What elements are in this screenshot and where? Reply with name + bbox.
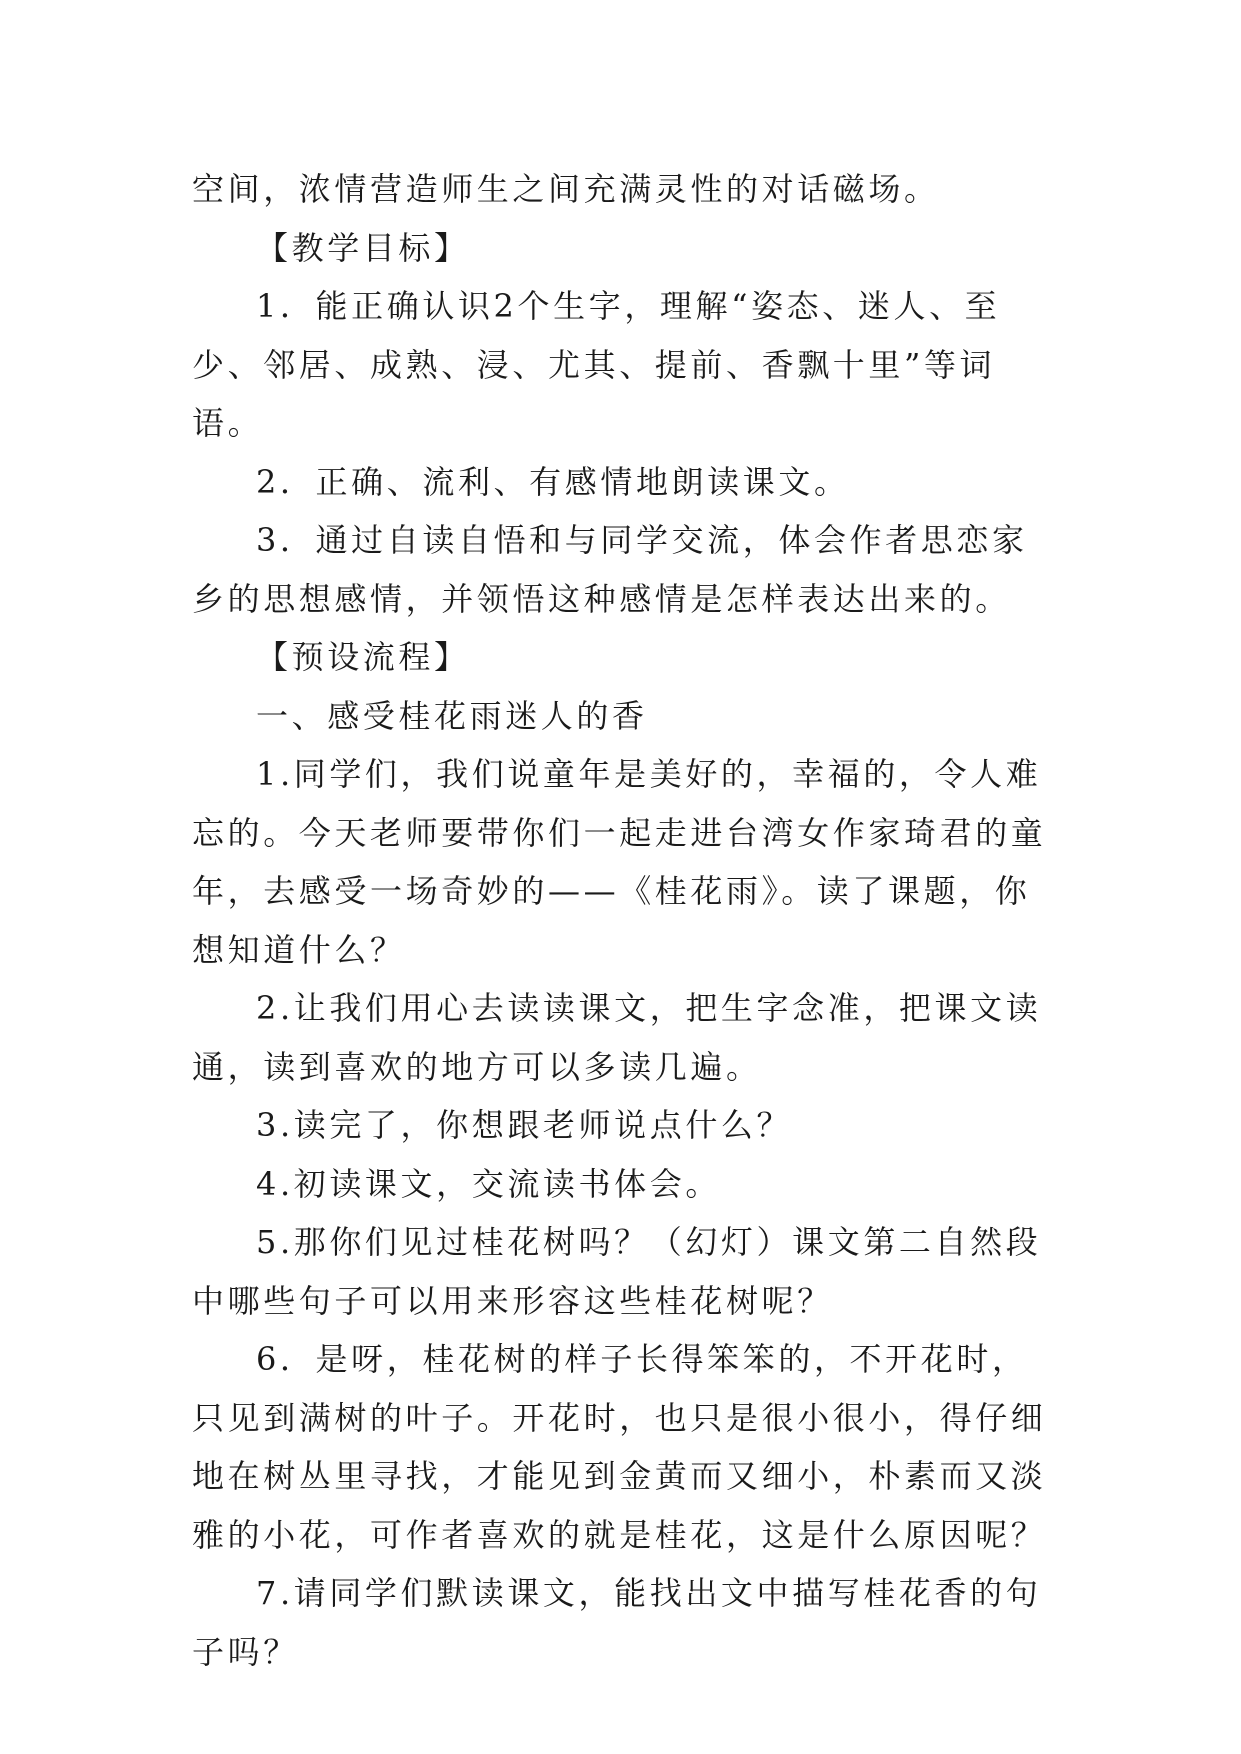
process-step-3: 3.读完了，你想跟老师说点什么？ — [256, 1106, 793, 1144]
goal-item-2: 2．正确、流利、有感情地朗读课文。 — [256, 462, 850, 501]
paragraph-intro-continuation: 空间，浓情营造师生之间充满灵性的对话磁场。 — [192, 170, 940, 208]
process-step-2: 2.让我们用心去读读课文，把生字念准，把课文读通，读到喜欢的地方可以多读几遍。 — [192, 989, 1042, 1086]
process-step-4: 4.初读课文，交流读书体会。 — [256, 1164, 721, 1203]
document-body — [192, 160, 1052, 1681]
goal-item-1: 1．能正确认识2个生字，理解“姿态、迷人、至少、邻居、成熟、浸、尤其、提前、香飘十里”等词语。 — [192, 287, 1001, 442]
process-step-7: 7.请同学们默读课文，能找出文中描写桂花香的句子吗？ — [192, 1574, 1042, 1671]
process-step-6: 6．是呀，桂花树的样子长得笨笨的，不开花时，只见到满树的叶子。开花时，也只是很小很小，得仔细地在树丛里寻找，才能见到金黄而又细小，朴素而又淡雅的小花，可作者喜欢的就是桂花，这是什么原因呢？ — [192, 1340, 1047, 1554]
section-heading-preset-process: 【预设流程】 — [256, 638, 470, 676]
section-heading-teaching-goals: 【教学目标】 — [256, 228, 470, 267]
subsection-heading-1: 一、感受桂花雨迷人的香 — [256, 696, 648, 735]
process-step-5: 5.那你们见过桂花树吗？（幻灯）课文第二自然段中哪些句子可以用来形容这些桂花树呢？ — [192, 1223, 1042, 1320]
process-step-1: 1.同学们，我们说童年是美好的，幸福的，令人难忘的。今天老师要带你们一起走进台湾女作家琦君的童年，去感受一场奇妙的——《桂花雨》。读了课题，你想知道什么？ — [192, 755, 1047, 969]
goal-item-3: 3．通过自读自悟和与同学交流，体会作者思恋家乡的思想感情，并领悟这种感情是怎样表达出来的。 — [192, 521, 1028, 618]
